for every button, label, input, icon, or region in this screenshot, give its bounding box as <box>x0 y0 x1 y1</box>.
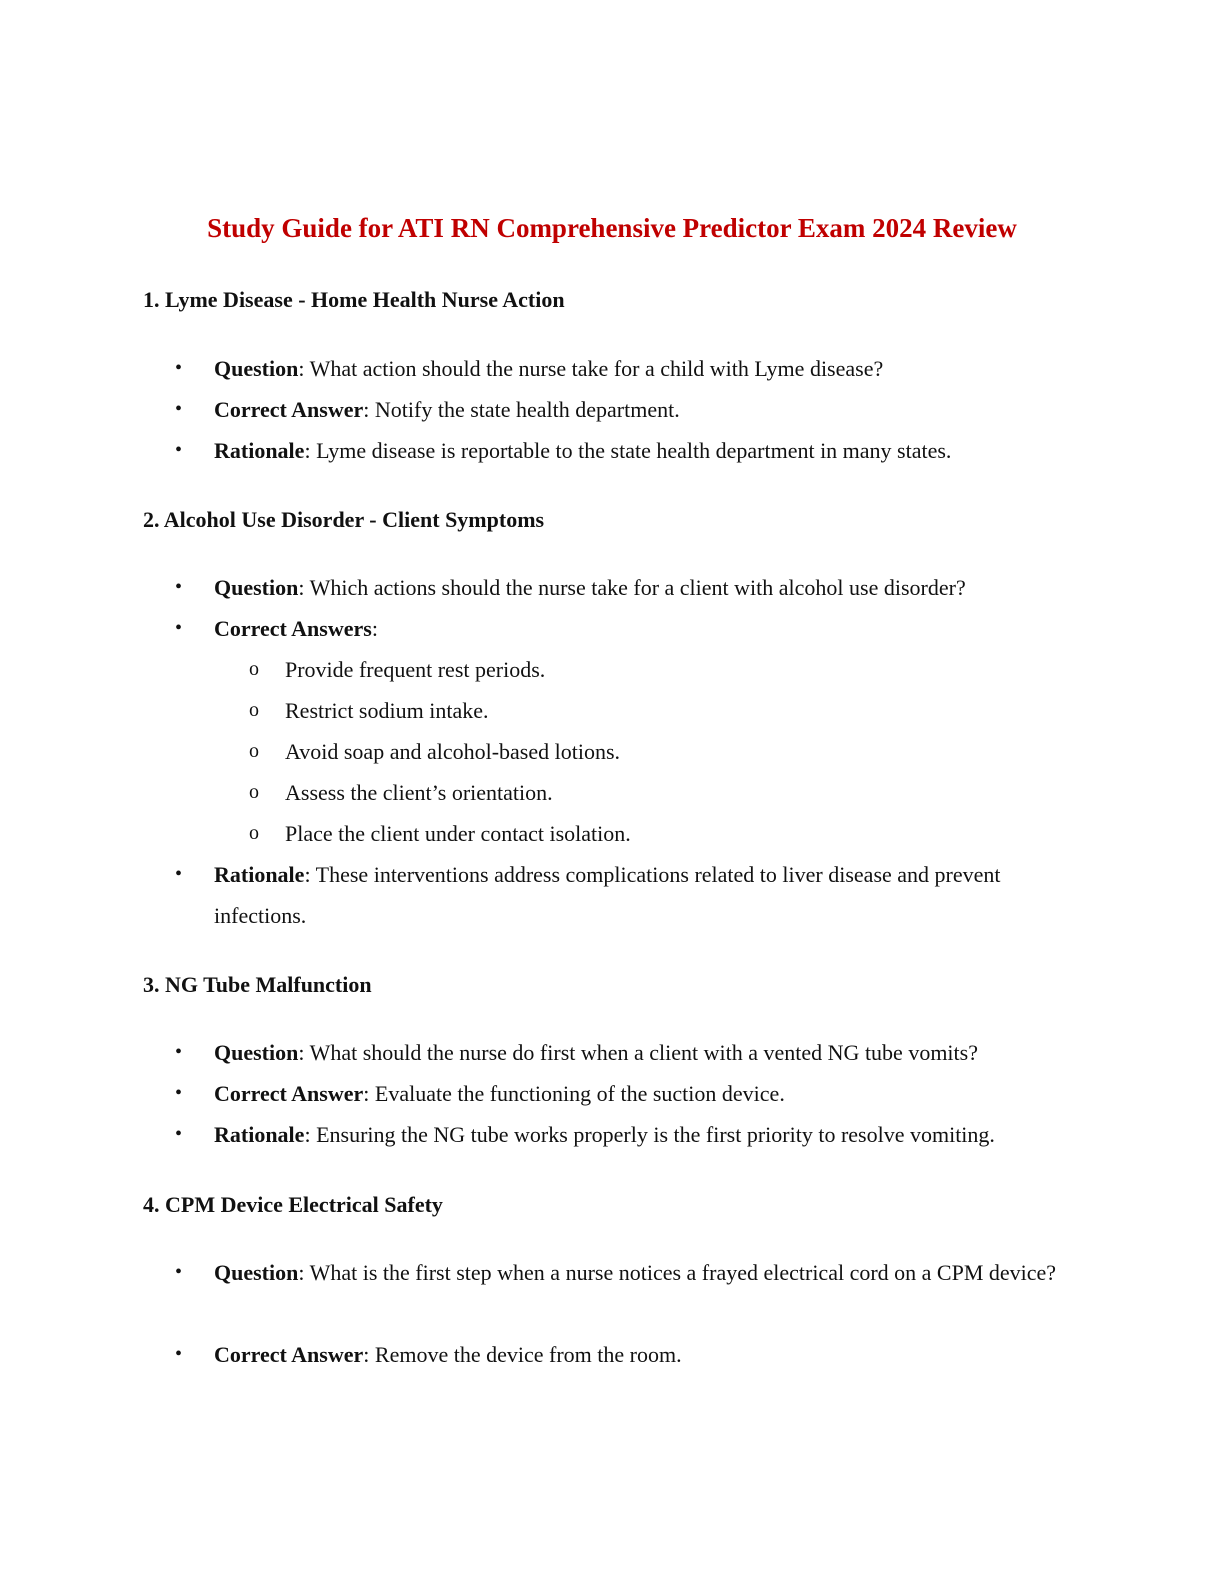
separator: : <box>363 1081 375 1106</box>
item-label: Correct Answers <box>214 616 372 641</box>
section-heading: 3. NG Tube Malfunction <box>143 972 372 997</box>
item-text: What action should the nurse take for a child with Lyme disease? <box>309 356 884 381</box>
sub-list-item <box>143 772 1083 813</box>
item-label: Rationale <box>214 1122 305 1147</box>
document-title: Study Guide for ATI RN Comprehensive Predictor Exam 2024 Review <box>207 213 1017 243</box>
item-text: Ensuring the NG tube works properly is the first priority to resolve vomiting. <box>316 1122 995 1147</box>
item-text: What should the nurse do first when a client with a vented NG tube vomits? <box>309 1040 978 1065</box>
sub-list-item <box>143 813 1083 854</box>
item-label: Rationale <box>214 862 305 887</box>
separator: : <box>363 1342 375 1367</box>
section-heading: 4. CPM Device Electrical Safety <box>143 1192 443 1217</box>
bullet-icon: • <box>175 1082 183 1104</box>
separator: : <box>304 862 316 887</box>
item-text: Lyme disease is reportable to the state health department in many states. <box>316 438 952 463</box>
list-item <box>143 1334 1083 1375</box>
separator: : <box>363 397 375 422</box>
sub-list-item <box>143 731 1083 772</box>
item-text: Notify the state health department. <box>374 397 680 422</box>
bullet-icon: • <box>175 863 183 885</box>
separator: : <box>298 356 310 381</box>
item-text: What is the first step when a nurse notices a frayed electrical cord on a CPM device? <box>309 1260 1057 1285</box>
separator: : <box>298 575 310 600</box>
list-item <box>143 389 1083 430</box>
list-item <box>143 1252 1083 1293</box>
bullet-icon: • <box>175 617 183 639</box>
answer-text: Provide frequent rest periods. <box>285 657 546 682</box>
item-label: Correct Answer <box>214 397 364 422</box>
item-label: Question <box>214 575 299 600</box>
bullet-icon: • <box>175 439 183 461</box>
item-label: Correct Answer <box>214 1342 364 1367</box>
circle-bullet-icon: o <box>249 699 259 721</box>
list-item <box>143 1032 1083 1073</box>
answer-text: Place the client under contact isolation. <box>285 821 631 846</box>
item-text: Which actions should the nurse take for a client with alcohol use disorder? <box>309 575 966 600</box>
list-item <box>143 348 1083 389</box>
list-item <box>143 608 1083 649</box>
circle-bullet-icon: o <box>249 822 259 844</box>
answer-text: Avoid soap and alcohol-based lotions. <box>285 739 621 764</box>
section-heading: 1. Lyme Disease - Home Health Nurse Action <box>143 287 565 312</box>
bullet-icon: • <box>175 1041 183 1063</box>
bullet-icon: • <box>175 1343 183 1365</box>
colon: : <box>371 616 378 641</box>
separator: : <box>304 438 317 463</box>
bullet-icon: • <box>175 398 183 420</box>
sub-list-item <box>143 649 1083 690</box>
answer-text: Assess the client’s orientation. <box>285 780 553 805</box>
list-item <box>143 1073 1083 1114</box>
separator: : <box>298 1040 310 1065</box>
separator: : <box>298 1260 310 1285</box>
bullet-icon: • <box>175 1261 183 1283</box>
item-label: Correct Answer <box>214 1081 364 1106</box>
list-item <box>143 430 1083 471</box>
sub-list-item <box>143 690 1083 731</box>
item-text: These interventions address complications related to liver disease and prevent infections. <box>214 862 1001 928</box>
circle-bullet-icon: o <box>249 740 259 762</box>
answer-text: Restrict sodium intake. <box>285 698 489 723</box>
item-text: Remove the device from the room. <box>374 1342 682 1367</box>
item-label: Question <box>214 1040 299 1065</box>
bullet-icon: • <box>175 357 183 379</box>
item-label: Question <box>214 356 299 381</box>
item-label: Rationale <box>214 438 305 463</box>
bullet-icon: • <box>175 576 183 598</box>
item-label: Question <box>214 1260 299 1285</box>
circle-bullet-icon: o <box>249 658 259 680</box>
list-item <box>143 1114 1083 1155</box>
item-text: Evaluate the functioning of the suction device. <box>374 1081 785 1106</box>
circle-bullet-icon: o <box>249 781 259 803</box>
list-item <box>143 567 1083 608</box>
list-item <box>143 854 1083 936</box>
bullet-icon: • <box>175 1123 183 1145</box>
separator: : <box>304 1122 317 1147</box>
section-heading: 2. Alcohol Use Disorder - Client Symptoms <box>143 507 545 532</box>
